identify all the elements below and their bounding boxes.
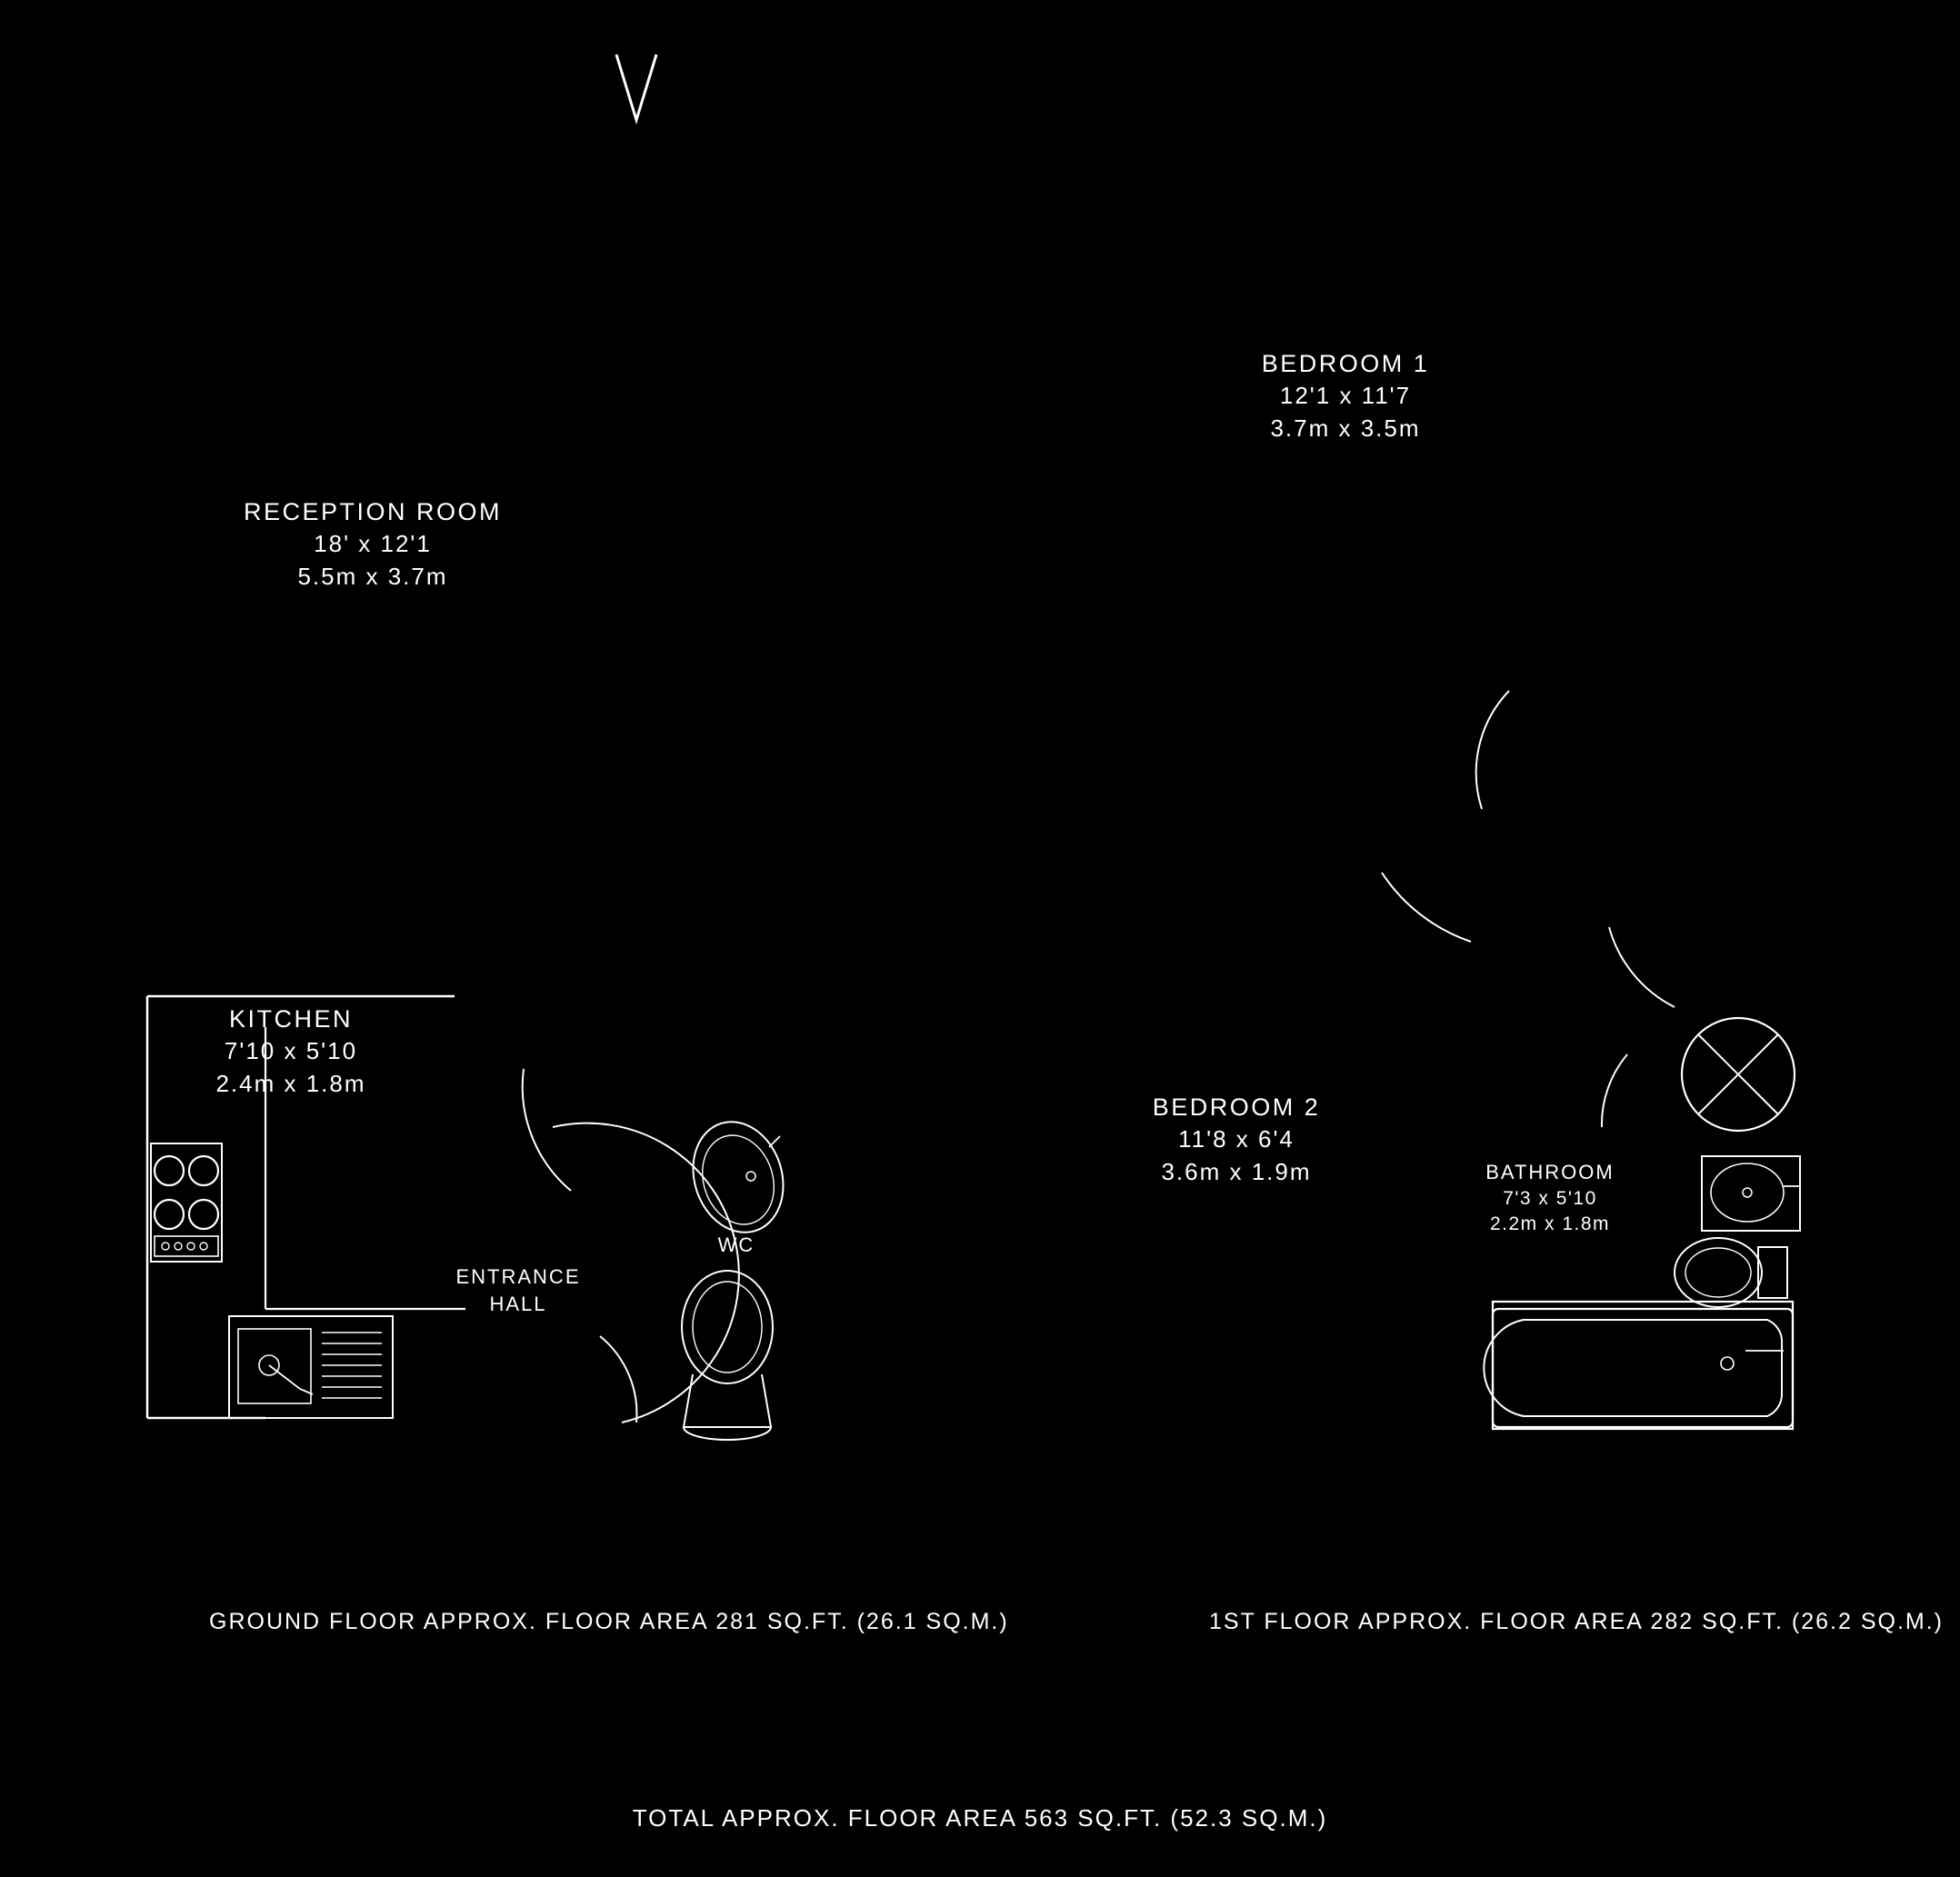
first-floor-footer-line3: AREA 282 SQ.FT. (1574, 1609, 1784, 1634)
first-floor-footer (1209, 1604, 1944, 1640)
door-swing-ground-3 (600, 1336, 636, 1423)
toilet-icon (682, 1271, 773, 1440)
total-floor-area: TOTAL APPROX. FLOOR AREA 563 SQ.FT. (52.3 SQ.M.) (632, 1804, 1328, 1832)
first-floor-footer-line1: 1ST FLOOR (1209, 1609, 1352, 1634)
reception-room-dim-imperial: 18' x 12'1 (314, 530, 432, 558)
kitchen-sink-icon (229, 1316, 393, 1418)
label-entrance-hall (400, 1263, 636, 1317)
cooker-icon (151, 1143, 222, 1262)
first-floor-walls (1382, 691, 1675, 1127)
reception-room-dim-metric: 5.5m x 3.7m (297, 562, 448, 590)
kitchen-dim-imperial: 7'10 x 5'10 (224, 1037, 358, 1065)
ground-floor-footer-line4: (26.1 SQ.M.) (856, 1609, 1009, 1634)
first-floor-footer-line2: APPROX. FLOOR (1358, 1609, 1568, 1634)
label-bedroom-1 (1027, 347, 1664, 444)
ground-floor-footer-line3: AREA 281 SQ.FT. (639, 1609, 849, 1634)
bedroom-2-dim-imperial: 11'8 x 6'4 (1178, 1125, 1295, 1153)
label-kitchen (100, 1003, 482, 1100)
kitchen-name: KITCHEN (228, 1005, 353, 1033)
bathroom-name: BATHROOM (1485, 1161, 1615, 1183)
door-swing-ground-1 (523, 1069, 571, 1191)
ground-floor-footer-line2: APPROX. FLOOR (423, 1609, 633, 1634)
wash-basin-icon (679, 1110, 797, 1244)
bedroom-1-name: BEDROOM 1 (1261, 350, 1430, 377)
shower-icon (1682, 1018, 1795, 1131)
bedroom-1-dim-imperial: 12'1 x 11'7 (1279, 382, 1412, 410)
kitchen-dim-metric: 2.4m x 1.8m (215, 1069, 366, 1097)
wc-name: WC (717, 1233, 755, 1256)
north-arrow-icon (616, 55, 656, 120)
label-bathroom (1418, 1159, 1682, 1237)
entrance-hall-line1: ENTRANCE (455, 1265, 581, 1288)
reception-room-name: RECEPTION ROOM (243, 498, 502, 525)
bathroom-toilet-icon (1675, 1238, 1787, 1307)
bathroom-basin-icon (1702, 1156, 1800, 1231)
bathroom-dim-metric: 2.2m x 1.8m (1489, 1213, 1611, 1235)
bedroom-2-dim-metric: 3.6m x 1.9m (1161, 1157, 1312, 1185)
bathroom-dim-imperial: 7'3 x 5'10 (1503, 1187, 1597, 1209)
bedroom-1-dim-metric: 3.7m x 3.5m (1270, 414, 1421, 442)
label-wc (655, 1232, 818, 1259)
ground-floor-footer (209, 1604, 1009, 1640)
bedroom-2-name: BEDROOM 2 (1152, 1093, 1321, 1121)
label-reception-room (91, 495, 655, 593)
bathtub-icon (1484, 1309, 1793, 1427)
first-floor-footer-line4: (26.2 SQ.M.) (1791, 1609, 1944, 1634)
ground-floor-footer-line1: GROUND FLOOR (209, 1609, 417, 1634)
entrance-hall-line2: HALL (489, 1292, 547, 1315)
